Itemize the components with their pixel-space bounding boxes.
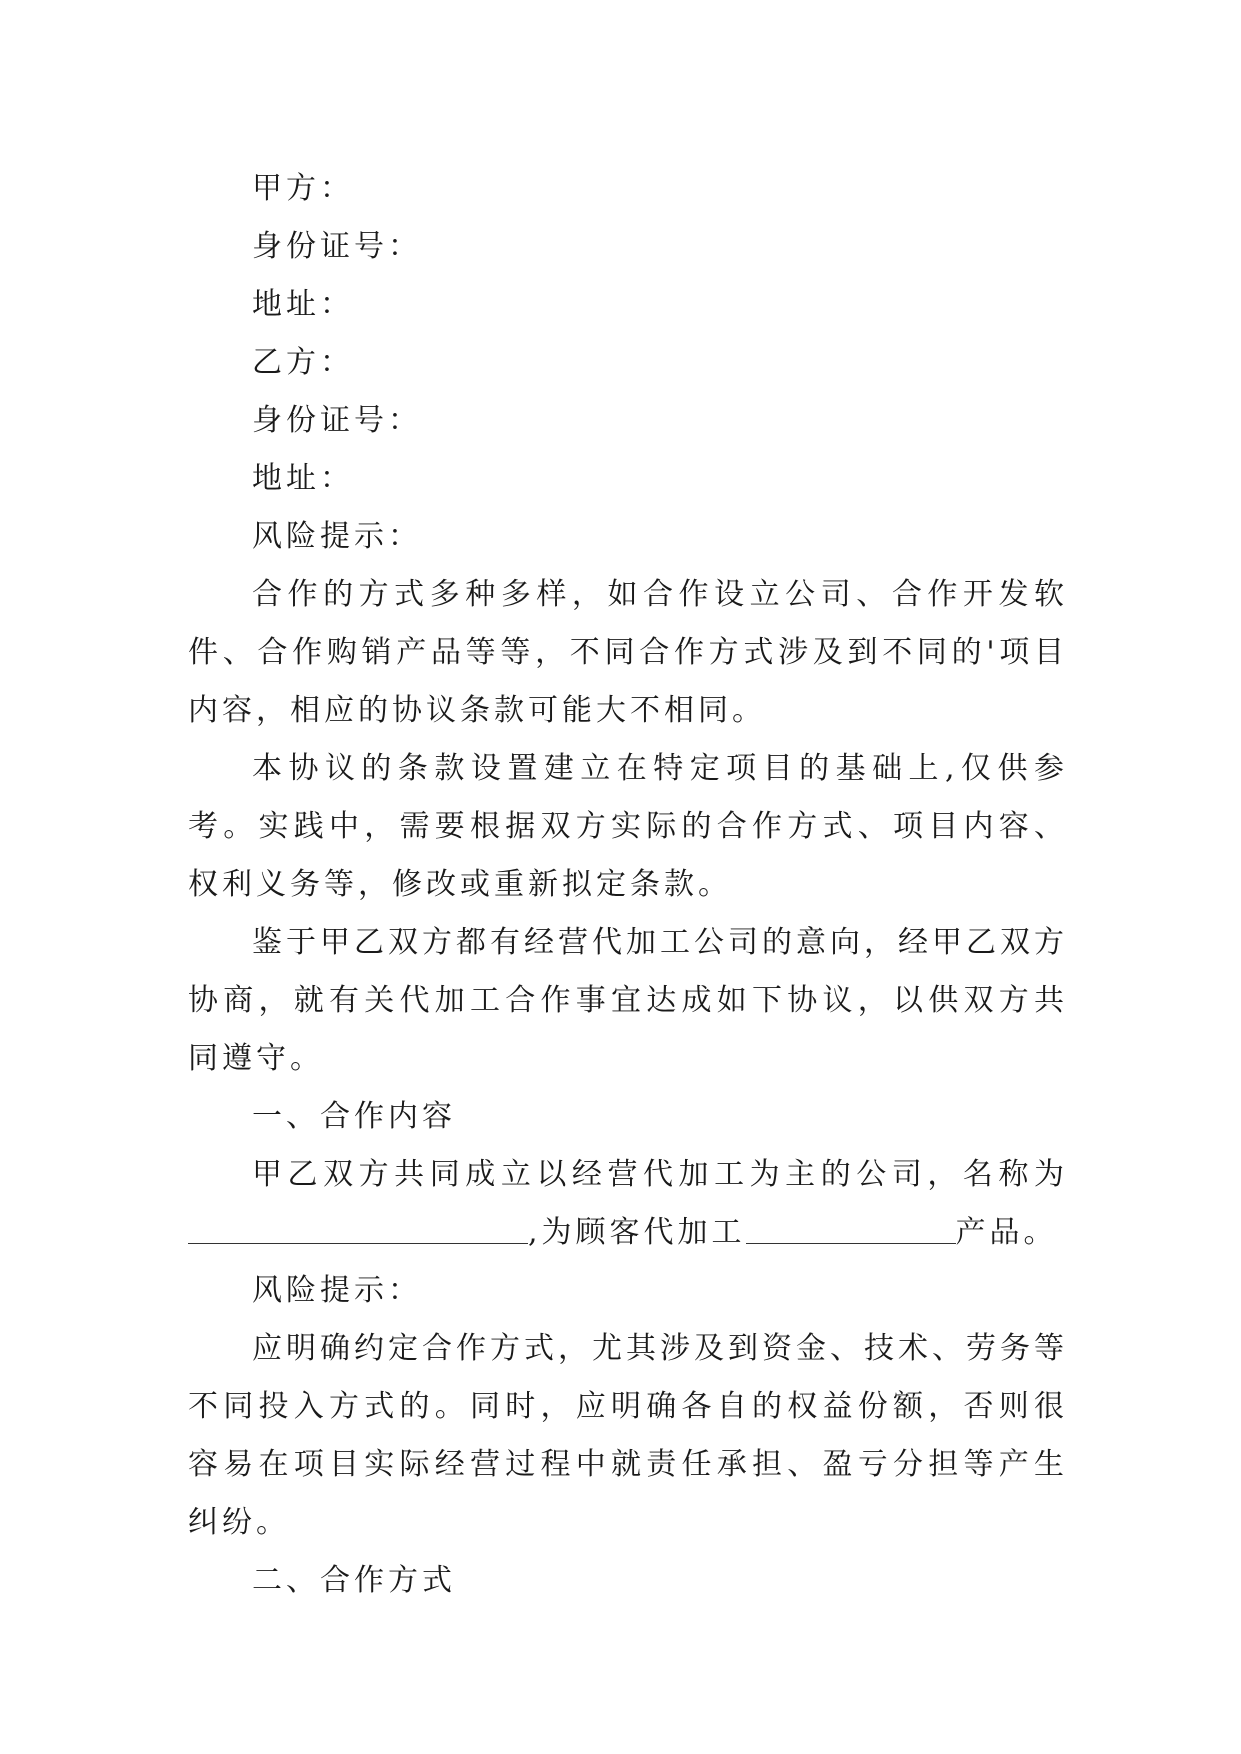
risk-notice-paragraph: 合作的方式多种多样，如合作设立公司、合作开发软件、合作购销产品等等，不同合作方式涉及到不同的'项目内容，相应的协议条款可能大不相同。 — [188, 577, 1068, 728]
risk-notice-2-paragraph: 应明确约定合作方式，尤其涉及到资金、技术、劳务等不同投入方式的。同时，应明确各自的权益份额，否则很容易在项目实际经营过程中就责任承担、盈亏分担等产生纠纷。 — [188, 1331, 1068, 1540]
party-a-id-label: 身份证号： — [252, 229, 422, 264]
risk-notice-heading: 风险提示： — [252, 519, 422, 554]
party-b-id-label: 身份证号： — [252, 403, 422, 438]
section-1-text-part-3: 产品。 — [955, 1215, 1058, 1250]
section-1-heading: 一、合作内容 — [252, 1099, 456, 1134]
product-name-blank[interactable] — [746, 1213, 956, 1244]
party-a-name-label: 甲方： — [252, 171, 354, 206]
company-name-blank[interactable] — [188, 1213, 528, 1244]
section-1-text-part-2: ,为顾客代加工 — [528, 1215, 746, 1250]
party-b-name-label: 乙方： — [252, 345, 354, 380]
document-body — [188, 160, 1068, 1610]
section-1-text-part-1: 甲乙双方共同成立以经营代加工为主的公司，名称为 — [252, 1157, 1068, 1192]
section-1-content — [188, 1146, 1068, 1262]
party-b-address-label: 地址： — [252, 461, 354, 496]
section-2-heading: 二、合作方式 — [252, 1563, 456, 1598]
disclaimer-paragraph: 本协议的条款设置建立在特定项目的基础上,仅供参考。实践中，需要根据双方实际的合作方式、项目内容、权利义务等，修改或重新拟定条款。 — [188, 751, 1068, 902]
party-a-address-label: 地址： — [252, 287, 354, 322]
preamble-paragraph: 鉴于甲乙双方都有经营代加工公司的意向，经甲乙双方协商，就有关代加工合作事宜达成如下协议，以供双方共同遵守。 — [188, 925, 1068, 1076]
risk-notice-2-heading: 风险提示： — [252, 1273, 422, 1308]
